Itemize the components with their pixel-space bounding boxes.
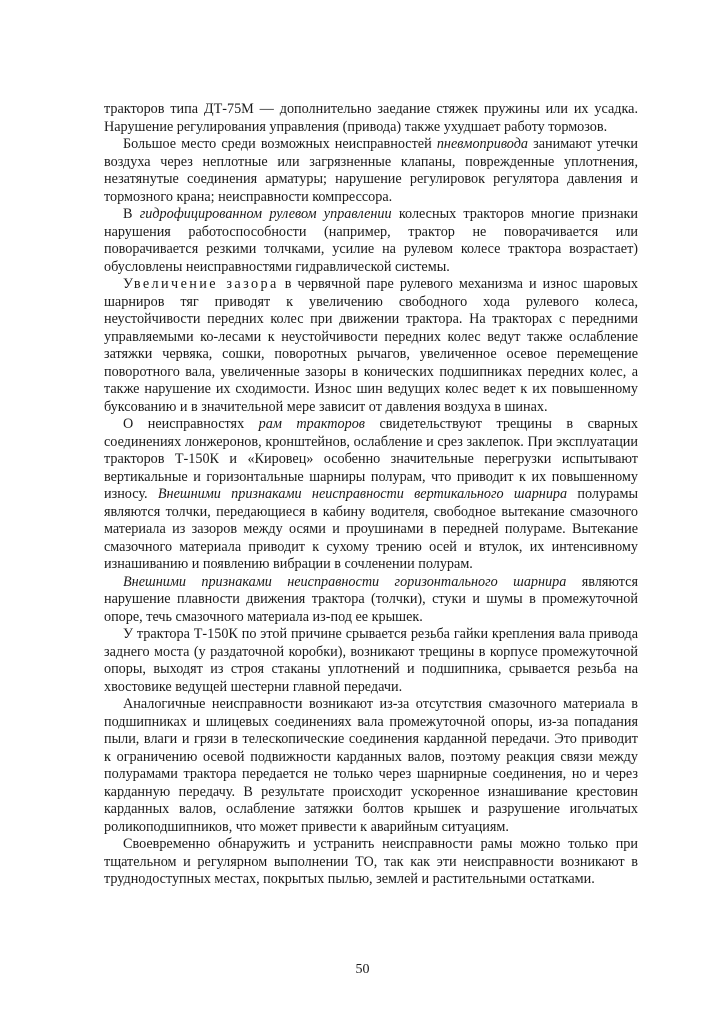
text-run: В bbox=[123, 206, 140, 222]
text-run: в червячной паре рулевого механизма и износ шаровых шарниров тяг приводят к увеличению свободного хода рулевого колеса, неустойчивости передних колес при движении трактора. На тракторах с передними управляемыми ко-лесами к неустойчивости передних колес ведут также ослабление затяжки червяка, сошки, поворотных рычагов, увеличенное осевое перемещение поворотного вала, увеличенные зазоры в конических подшипниках передних колес, а также нарушение их сходимости. Износ шин ведущих колес ведет к их повышенному буксованию и в значительной мере зависит от давления воздуха в шинах. bbox=[104, 276, 638, 415]
italic-term: Внешними признаками неисправности горизонтального шарнира bbox=[123, 573, 567, 590]
italic-term: гидрофицированном рулевом управлении bbox=[139, 206, 392, 222]
body-text bbox=[104, 101, 638, 889]
text-run: колесных тракторов многие признаки нарушения работоспособности (например, трактор не поворачивается или поворачивается резкими толчками, усилие на рулевом колесе трактора возрастает) обусловлены неисправностями гидравлической системы. bbox=[104, 206, 639, 275]
paragraph bbox=[104, 836, 638, 889]
text-run: тракторов типа ДТ-75М — дополнительно заедание стяжек пружины или их усадка. Нарушение регулирования управления (привода) также ухудшает работу тормозов. bbox=[104, 101, 638, 135]
paragraph bbox=[104, 574, 638, 627]
text-run: полурамы являются толчки, передающиеся в кабину водителя, свободное вытекание смазочного материала из зазоров между осями и проушинами в передней полураме. Вытекание смазочного материала приводит к сухому трению осей и втулок, их интенсивному изнашиванию и появлению вибрации в сочленении полурам. bbox=[104, 486, 638, 572]
italic-term: пневмопривода bbox=[436, 136, 528, 152]
text-run: Аналогичные неисправности возникают из-за отсутствия смазочного материала в подшипниках и шлицевых соединениях вала промежуточной опоры, из-за попадания пыли, влаги и грязи в телескопические соединения карданной передачи. Это приводит к ограничению осевой подвижности карданных валов, поэтому реакция связи между полурамами трактора передается не только через шарнирные соединения, но и через карданную передачу. В результате происходит ускоренное изнашивание крестовин карданных валов, ослабление затяжки болтов крышек и разрушение игольчатых роликоподшипников, что может привести к аварийным ситуациям. bbox=[104, 696, 638, 835]
text-run: являются нарушение плавности движения трактора (толчки), стуки и шумы в промежуточной опоре, течь смазочного материала из-под ее крышек. bbox=[104, 573, 638, 625]
spaced-term: Увеличение зазора bbox=[123, 276, 279, 292]
paragraph bbox=[104, 206, 638, 276]
text-run: свидетельствуют трещины в сварных соединениях лонжеронов, кронштейнов, ослабление и срез заклепок. При эксплуатации тракторов Т-150К и «Кировец» особенно значительные перегрузки испытывают вертикальные и горизонтальные шарниры полурам, что приводит к их повышенному износу. bbox=[104, 416, 638, 502]
paragraph bbox=[104, 276, 638, 416]
text-run: Своевременно обнаружить и устранить неисправности рамы можно только при тщательном и регулярном выполнении ТО, так как эти неисправности возникают в труднодоступных местах, покрытых пылью, землей и растительными остатками. bbox=[104, 836, 638, 887]
text-run: Большое место среди возможных неисправностей bbox=[123, 136, 437, 152]
paragraph bbox=[104, 696, 638, 836]
italic-term: рам тракторов bbox=[258, 416, 365, 432]
paragraph bbox=[104, 626, 638, 696]
paragraph bbox=[104, 136, 638, 206]
page-number: 50 bbox=[355, 962, 370, 977]
paragraph bbox=[104, 416, 638, 574]
text-run: занимают утечки воздуха через неплотные или загрязненные клапаны, поврежденные уплотнения, незатянутые соединения арматуры; нарушение регулировок регулятора давления и тормозного крана; неисправности компрессора. bbox=[104, 136, 638, 205]
text-run: О неисправностях bbox=[123, 416, 259, 432]
italic-term: Внешними признаками неисправности вертикального шарнира bbox=[157, 486, 568, 502]
paragraph bbox=[104, 101, 638, 136]
text-run: У трактора Т-150К по этой причине срывается резьба гайки крепления вала привода заднего моста (у раздаточной коробки), возникают трещины в корпусе промежуточной опоры, выходят из строя стаканы уплотнений и подшипника, срывается резьба на хвостовике ведущей шестерни главной передачи. bbox=[104, 626, 638, 695]
